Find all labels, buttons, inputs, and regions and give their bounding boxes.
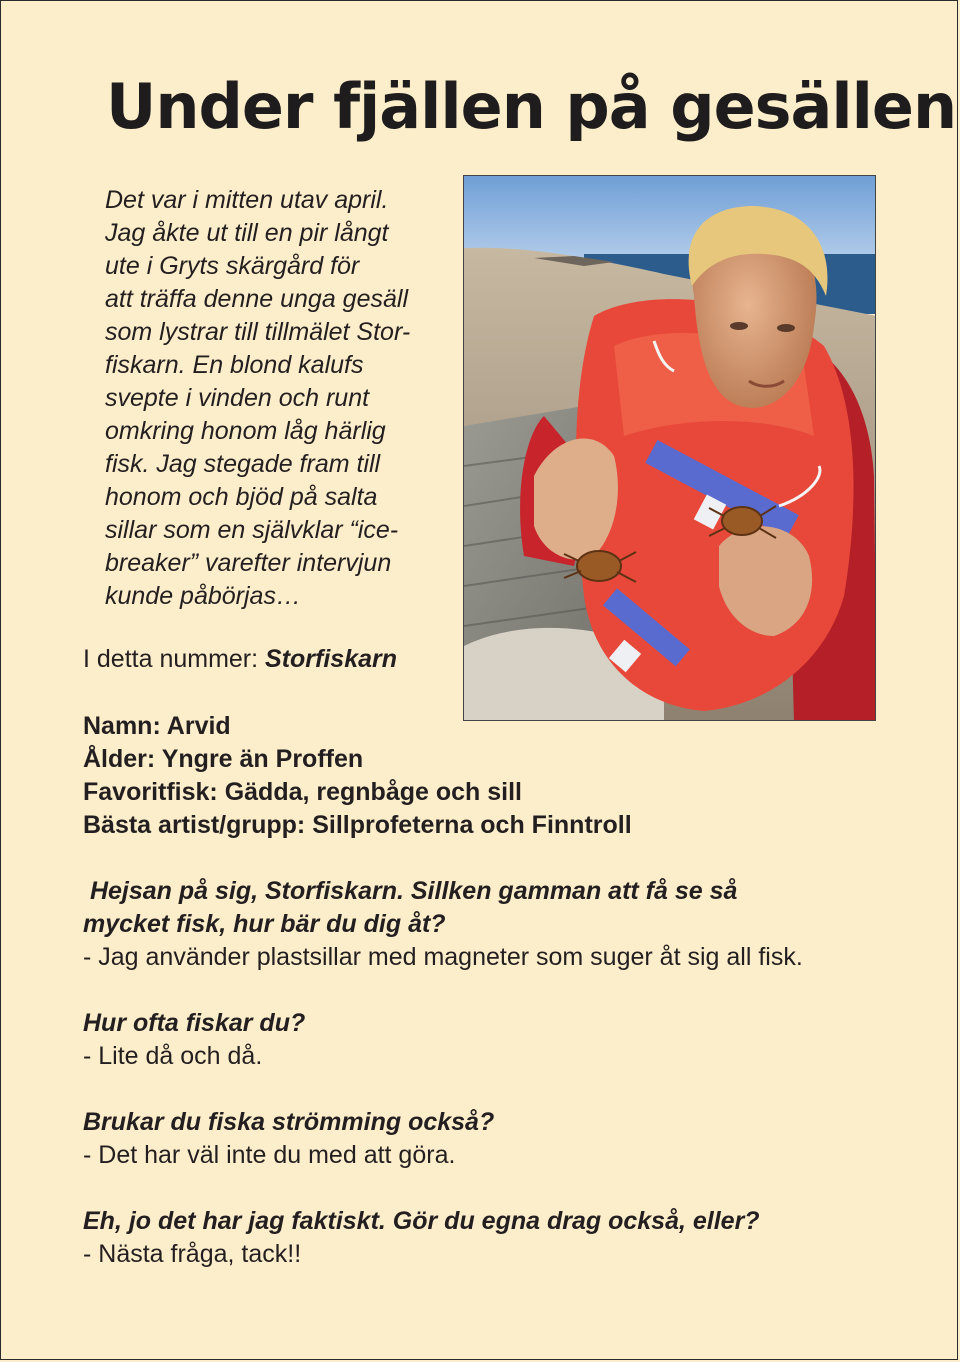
intro-line: ute i Gryts skärgård för — [105, 252, 360, 280]
issue-prefix: I detta nummer: — [83, 645, 266, 673]
interview-block — [83, 1106, 943, 1172]
interview-answer: - Jag använder plastsillar med magneter som suger åt sig all fisk. — [83, 943, 803, 971]
fact-name: Namn: Arvid — [83, 712, 231, 740]
interview-block — [83, 1007, 943, 1073]
issue-line — [83, 645, 397, 674]
fact-age: Ålder: Yngre än Proffen — [83, 745, 364, 773]
intro-line: honom och bjöd på salta — [105, 483, 378, 511]
interview-question: mycket fisk, hur bär du dig åt? — [83, 910, 446, 938]
interview-answer: - Det har väl inte du med att göra. — [83, 1141, 456, 1169]
intro-line: kunde påbörjas… — [105, 582, 301, 610]
intro-line: som lystrar till tillmälet Stor- — [105, 318, 411, 346]
intro-line: fisk. Jag stegade fram till — [105, 450, 381, 478]
fact-list — [83, 710, 632, 842]
interview-question: Eh, jo det har jag faktiskt. Gör du egna drag också, eller? — [83, 1207, 760, 1235]
interview-question: Brukar du fiska strömming också? — [83, 1108, 495, 1136]
interview-block — [83, 1205, 943, 1271]
interview-answer: - Lite då och då. — [83, 1042, 263, 1070]
interview-answer: - Nästa fråga, tack!! — [83, 1240, 302, 1268]
intro-line: Jag åkte ut till en pir långt — [105, 219, 389, 247]
issue-name: Storfiskarn — [265, 645, 398, 673]
intro-line: breaker” varefter intervjun — [105, 549, 392, 577]
page-title: Under fjällen på gesällen — [106, 70, 957, 143]
intro-line: att träffa denne unga gesäll — [105, 285, 409, 313]
intro-line: fiskarn. En blond kalufs — [105, 351, 364, 379]
fact-favorite-fish: Favoritfisk: Gädda, regnbåge och sill — [83, 778, 522, 806]
fact-favorite-artist: Bästa artist/grupp: Sillprofeterna och Finntroll — [83, 811, 632, 839]
intro-paragraph — [105, 184, 450, 613]
intro-line: omkring honom låg härlig — [105, 417, 386, 445]
interview-question: Hejsan på sig, Storfiskarn. Sillken gamman att få se så — [83, 877, 738, 905]
boy-with-crabs-photo — [463, 175, 876, 721]
interview-block — [83, 875, 943, 974]
interview-question: Hur ofta fiskar du? — [83, 1009, 306, 1037]
intro-line: sillar som en självklar “ice- — [105, 516, 399, 544]
intro-line: svepte i vinden och runt — [105, 384, 370, 412]
intro-line: Det var i mitten utav april. — [105, 186, 389, 214]
